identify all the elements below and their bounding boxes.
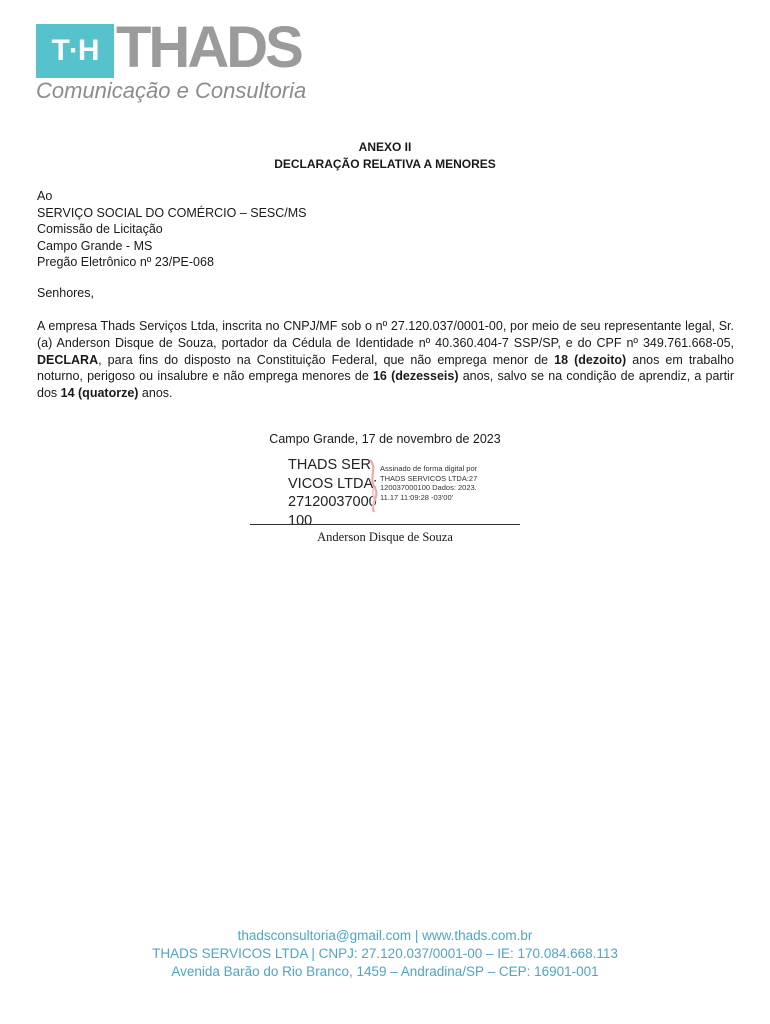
addressee-line: Campo Grande - MS: [37, 238, 153, 253]
footer: [0, 927, 770, 981]
footer-contact: thadsconsultoria@gmail.com | www.thads.com.br: [237, 928, 533, 943]
body-bold: 14 (quatorze): [60, 386, 139, 401]
greeting: Senhores,: [37, 286, 94, 300]
addressee-line: Comissão de Licitação: [37, 222, 163, 237]
footer-address: Avenida Barão do Rio Branco, 1459 – Andradina/SP – CEP: 16901-001: [171, 964, 599, 979]
body-bold: 18 (dezoito): [554, 352, 627, 367]
addressee-block: [37, 188, 307, 271]
logo-tagline: Comunicação e Consultoria: [36, 78, 307, 103]
body-text: anos, salvo se na condição de aprendiz, a partir dos: [37, 369, 735, 401]
body-text: A empresa Thads Serviços Ltda, inscrita no CNPJ/MF sob o nº 27.120.037/0001-00, por meio de seu representante legal, Sr. (a) Anderson Disque de Souza, portador da Cédula de Identidade nº 40.360.404-7 SSP/SP, e do CPF nº 349.761.668-05,: [37, 319, 734, 350]
signature-line: [250, 524, 520, 525]
logo-mark: T·H: [36, 24, 114, 78]
body-text: anos em trabalho noturno, perigoso ou insalubre e não emprega menores de: [37, 352, 734, 384]
footer-company: THADS SERVICOS LTDA | CNPJ: 27.120.037/0001-00 – IE: 170.084.668.113: [152, 946, 618, 961]
addressee-line: SERVIÇO SOCIAL DO COMÉRCIO – SESC/MS: [37, 205, 307, 220]
declaration-body: [37, 318, 734, 402]
digital-signature-name: THADS SERVICOS LTDA:27120037000100: [288, 457, 378, 529]
annex-title: ANEXO II: [358, 140, 412, 154]
signer-name: Anderson Disque de Souza: [317, 530, 453, 544]
addressee-line: Pregão Eletrônico nº 23/PE-068: [37, 255, 214, 270]
body-bold: DECLARA: [37, 352, 99, 367]
digital-signature-details: Assinado de forma digital por THADS SERVICOS LTDA:27120037000100 Dados: 2023.11.17 11:09:28 -03'00': [380, 464, 478, 502]
company-logo: [36, 15, 316, 103]
body-bold: 16 (dezesseis): [372, 369, 459, 384]
place-date: Campo Grande, 17 de novembro de 2023: [269, 432, 501, 446]
body-text: anos.: [138, 386, 173, 401]
addressee-line: Ao: [37, 189, 53, 203]
declaration-title: DECLARAÇÃO RELATIVA A MENORES: [274, 157, 496, 171]
logo-wordmark: THADS: [116, 15, 301, 80]
body-text: , para fins do disposto na Constituição Federal, que não emprega menor de: [98, 352, 555, 367]
